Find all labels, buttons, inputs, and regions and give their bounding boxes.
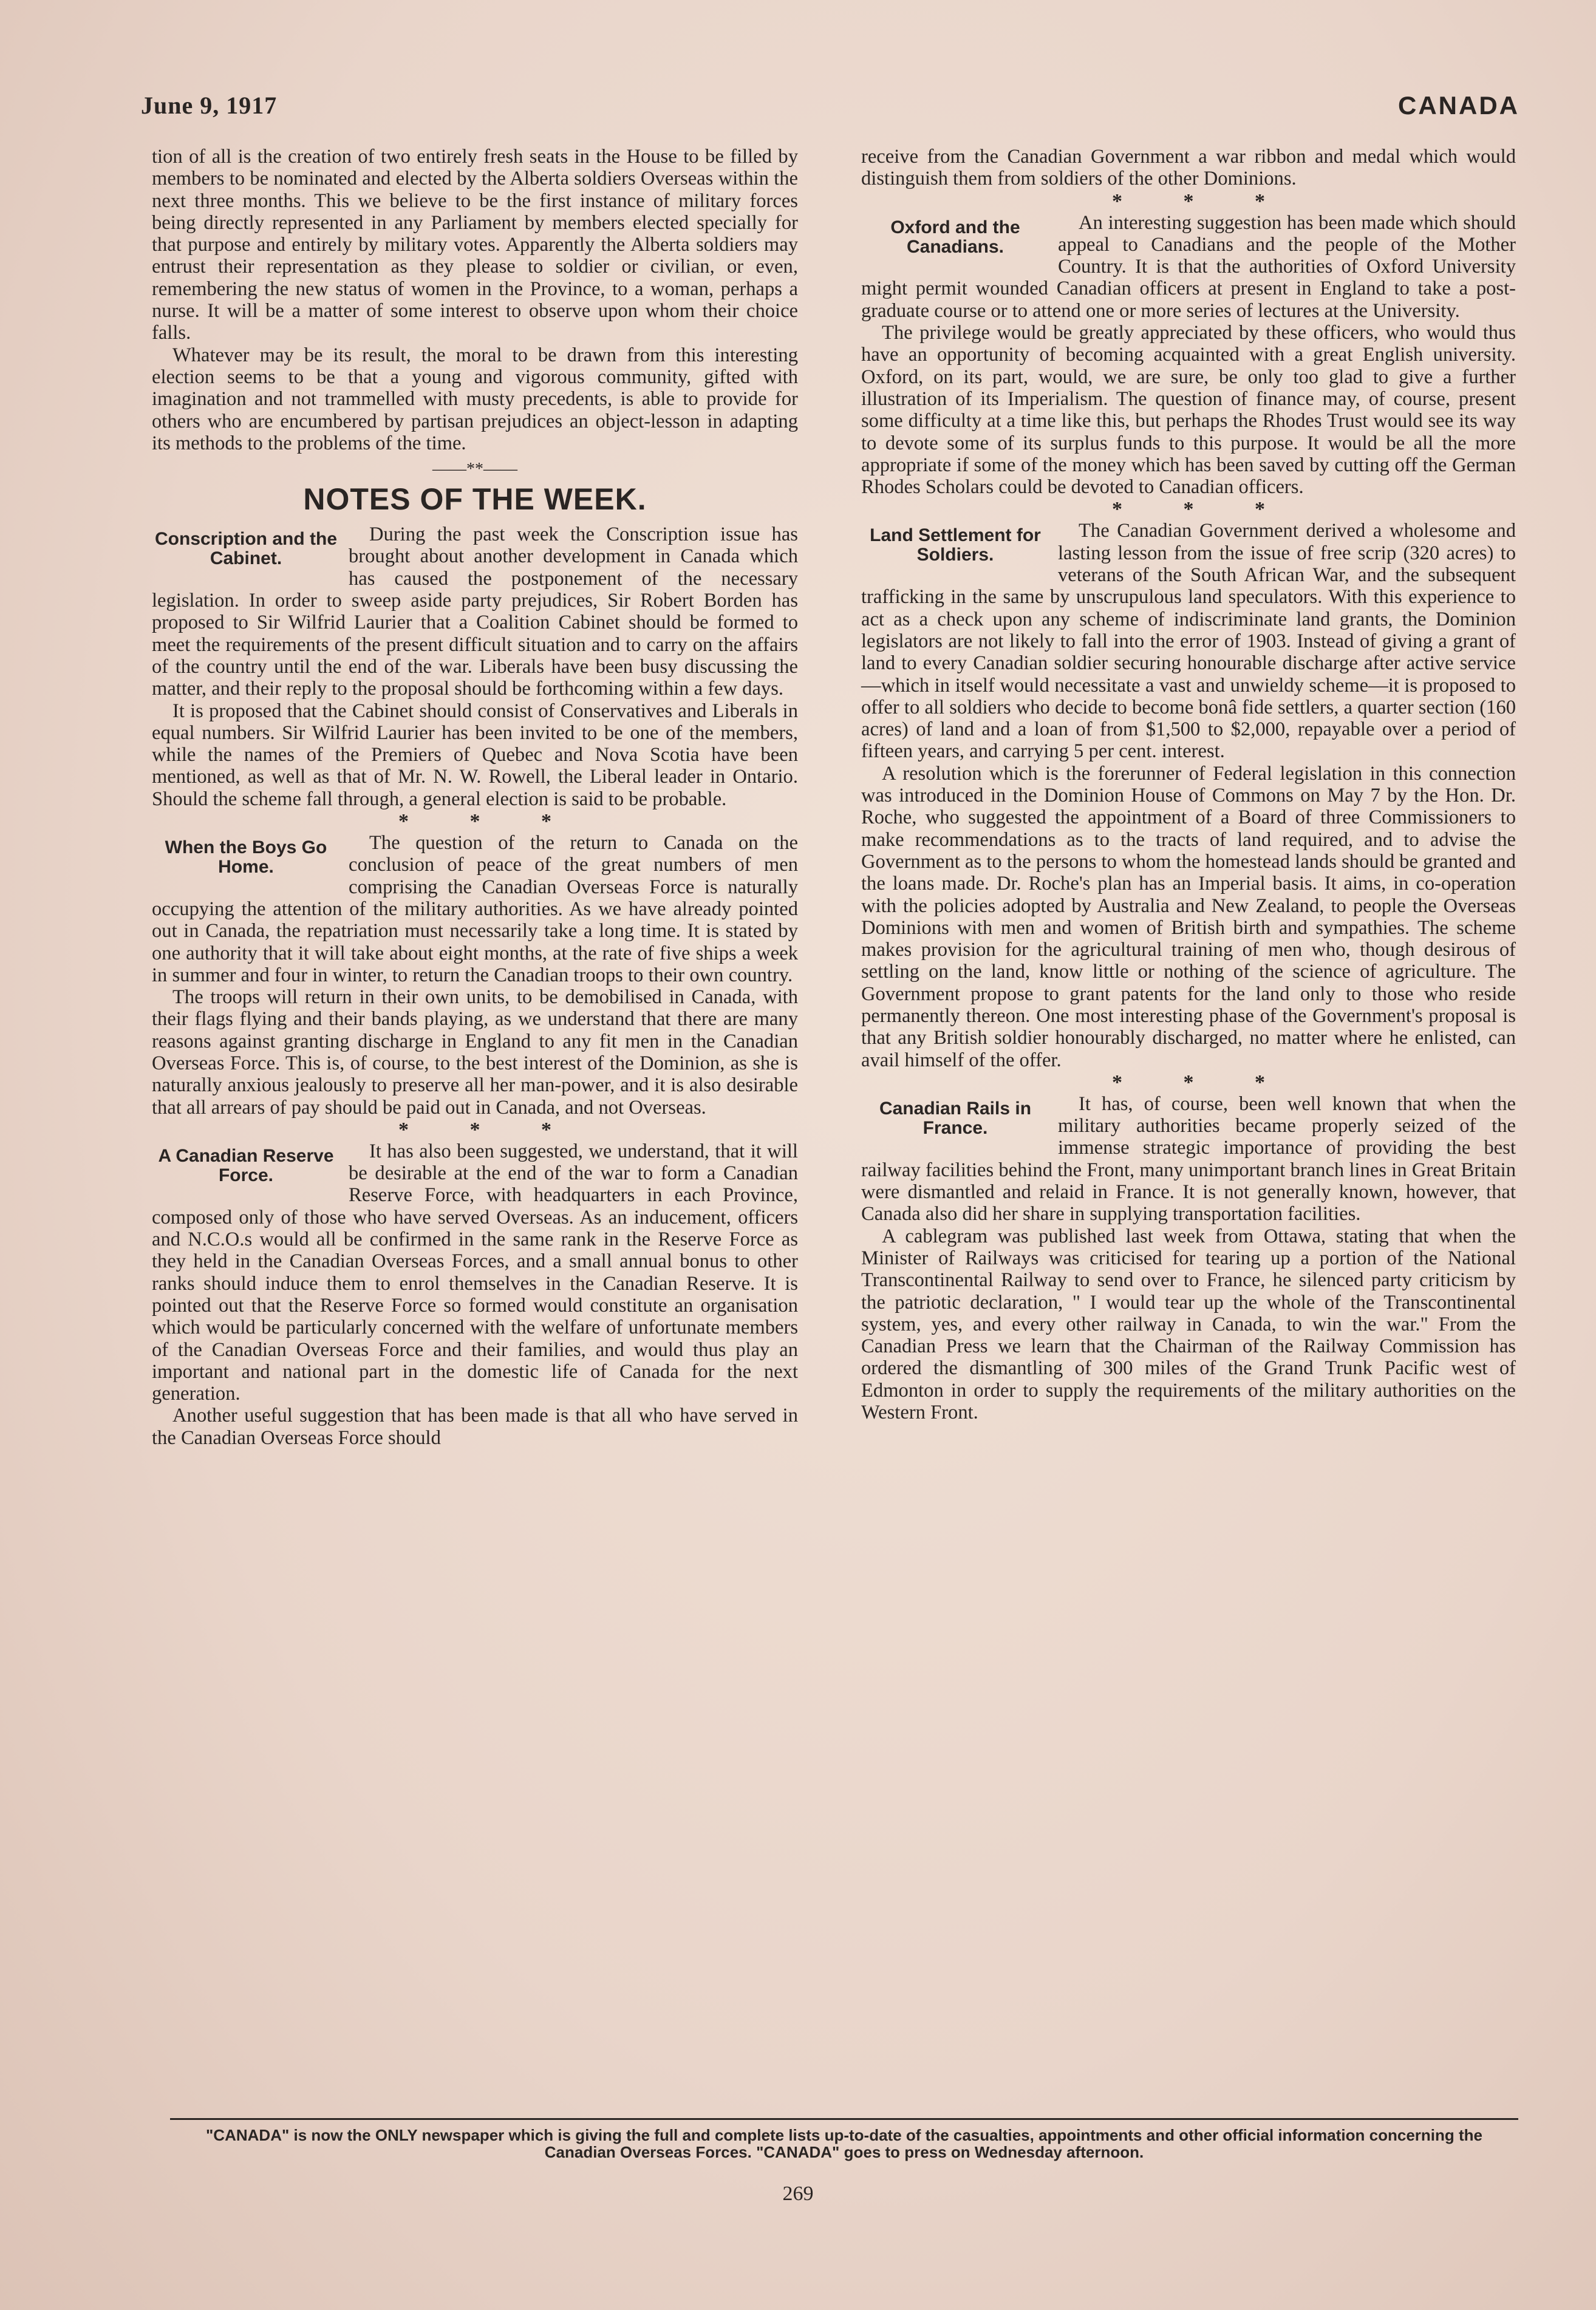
paragraph: A cablegram was published last week from Ottawa, stating that when the Minister of Railways was criticised for tearing up a portion of the National Transcontinental Railway to send over to France, he silenced party criticism by the patriotic declaration, " I would tear up the whole of the Transcontinental system, yes, and every other railway in Canada, to win the war." From the Canadian Press we learn that the Chairman of the Railway Commission has ordered the dismantling of 300 miles of the Grand Trunk Pacific west of Edmonton in order to supply the requirements of the military authorities on the Western Front. — [861, 1225, 1516, 1424]
side-heading: Conscription and the Cabinet. — [155, 529, 337, 569]
section-title: NOTES OF THE WEEK. — [303, 482, 647, 517]
asterism: * * * — [398, 1118, 579, 1141]
paragraph: The question of the return to Canada on the conclusion of peace of the great numbers of men comprising the Canadian Overseas Force is naturally occupying the attention of the military authorities. As we have already pointed out in Canada, the repatriation must necessarily take a long time. It is stated by one authority that it will take about eight months, at the rate of five ships a week in summer and four in winter, to return the Canadian troops to their own country. — [152, 832, 798, 986]
asterism: * * * — [398, 810, 579, 833]
side-heading: Canadian Rails in France. — [879, 1098, 1032, 1138]
side-heading: Oxford and the Canadians. — [890, 217, 1020, 257]
paragraph: tion of all is the creation of two entirely fresh seats in the House to be filled by members to be nominated and elected by the Alberta soldiers Overseas within the next three months. This we believe to be the first instance of military forces being directly represented in any Parliament by members elected specially for that purpose and entirely by military votes. Apparently the Alberta soldiers may entrust their representation as they please to soldier or civilian, or even, remembering the new status of women in the Province, to a woman, perhaps a nurse. It will be a matter of some interest to observe upon whom their choice falls. — [152, 146, 798, 344]
side-heading: A Canadian Reserve Force. — [158, 1145, 334, 1185]
footer-rule — [170, 2118, 1518, 2120]
paragraph: It is proposed that the Cabinet should consist of Conservatives and Liberals in equal numbers. Sir Wilfrid Laurier has been invited to be one of the members, while the names of the Premiers of Quebec and Nova Scotia have been mentioned, as well as that of Mr. N. W. Rowell, the Liberal leader in Ontario. Should the scheme fall through, a general election is said to be probable. — [152, 700, 798, 810]
paragraph: The privilege would be greatly appreciated by these officers, who would thus have an opportunity of becoming acquainted with a great English university. Oxford, on its part, would, we are sure, be only too glad to give a further illustration of its Imperialism. The question of finance may, of course, present some difficulty at a time like this, but perhaps the Rhodes Trust would see its way to devote some of its surplus funds to this purpose. It would be all the more appropriate if some of the money which has been saved by cutting off the German Rhodes Scholars could be devoted to Canadian officers. — [861, 322, 1516, 499]
left-column — [152, 146, 798, 1449]
paragraph: The Canadian Government derived a wholesome and lasting lesson from the issue of free scrip (320 acres) to veterans of the South African War, and the subsequent trafficking in the same by unscrupulous land speculators. With this experience to act as a check upon any scheme of indiscriminate land grants, the Dominion legislators are not likely to fall into the error of 1903. Instead of giving a grant of land to every Canadian soldier securing honourable discharge after active service—which in itself would necessitate a vast and unwieldy scheme—it is proposed to offer to all soldiers who decide to become bonâ fide settlers, a quarter section (160 acres) of land and a loan of from $1,500 to $2,000, repayable over a period of fifteen years, and carrying 5 per cent. interest. — [861, 520, 1516, 763]
side-heading: Land Settlement for Soldiers. — [870, 525, 1041, 565]
page-number: 269 — [782, 2182, 814, 2205]
side-heading: When the Boys Go Home. — [165, 837, 327, 877]
paragraph: receive from the Canadian Government a war ribbon and medal which would distinguish them from soldiers of the other Dominions. — [861, 146, 1516, 190]
asterism: * * * — [1112, 189, 1293, 213]
paragraph: The troops will return in their own units, to be demobilised in Canada, with their flags flying and their bands playing, as we understand that there are many reasons against granting discharge in England to any fit men in the Canadian Overseas Force. This is, of course, to the best interest of the Dominion, as she is naturally anxious jealously to preserve all her man-power, and it is also desirable that all arrears of pay should be paid out in Canada, and not Overseas. — [152, 986, 798, 1119]
publication-title: CANADA — [1398, 91, 1519, 120]
asterism: * * * — [1112, 1071, 1293, 1094]
paragraph: It has also been suggested, we understand, that it will be desirable at the end of the war to form a Canadian Reserve Force, with headquarters in each Province, composed only of those who have served Overseas. As an inducement, officers and N.C.O.s would all be confirmed in the same rank in the Reserve Force as they held in the Canadian Overseas Forces, and a small annual bonus to other ranks should induce them to enrol themselves in the Canadian Reserve. It is pointed out that the Reserve Force so formed would constitute an organisation which would be particularly concerned with the welfare of unfortunate members of the Canadian Overseas Force and their families, and would thus play an important and national part in the domestic life of Canada for the next generation. — [152, 1140, 798, 1405]
footer-notice: "CANADA" is now the ONLY newspaper which is giving the full and complete lists up-to-date of the casualties, appointments and other official information concerning the Canadian Overseas Forces. "CANADA" goes to press on Wednesday afternoon. — [205, 2126, 1482, 2161]
paragraph: During the past week the Conscription issue has brought about another development in Canada which has caused the postponement of the necessary legislation. In order to sweep aside party prejudices, Sir Robert Borden has proposed to Sir Wilfrid Laurier that a Coalition Cabinet should be formed to meet the requirements of the present difficult situation and to carry on the affairs of the country until the end of the war. Liberals have been busy discussing the matter, and their reply to the proposal should be forthcoming within a few days. — [152, 523, 798, 700]
paragraph: Another useful suggestion that has been made is that all who have served in the Canadian Overseas Force should — [152, 1405, 798, 1449]
paragraph: It has, of course, been well known that when the military authorities became properly seized of the immense strategic importance of providing the best railway facilities behind the Front, many unimportant branch lines in Great Britain were dismantled and relaid in France. It is not generally known, however, that Canada also did her share in supplying transportation facilities. — [861, 1092, 1516, 1225]
paragraph: Whatever may be its result, the moral to be drawn from this interesting election seems to be that a young and vigorous community, gifted with imagination and not trammelled with musty precedents, is able to provide for others who are encumbered by partisan prejudices an object-lesson in adapting its methods to the problems of the time. — [152, 344, 798, 454]
asterism: * * * — [1112, 498, 1293, 521]
paragraph: An interesting suggestion has been made which should appeal to Canadians and the people of the Mother Country. It is that the authorities of Oxford University might permit wounded Canadian officers at present in England to take a post-graduate course or to attend one or more series of lectures at the University. — [861, 211, 1516, 322]
issue-date: June 9, 1917 — [141, 92, 278, 119]
right-column — [861, 146, 1516, 1423]
paragraph: A resolution which is the forerunner of Federal legislation in this connection was introduced in the Dominion House of Commons on May 7 by the Hon. Dr. Roche, who suggested the appointment of a Board of three Commissioners to make recommendations as to the tracts of land required, and to advise the Government as to the persons to whom the homestead lands should be granted and the loans made. Dr. Roche's plan has an Imperial basis. It aims, in co-operation with the policies adopted by Australia and New Zealand, to people the Overseas Dominions with men and women of British birth and sympathies. The scheme makes provision for the agricultural training of men who, though desirous of settling on the land, know little or nothing of the science of agriculture. The Government propose to grant patents for the land only to those who reside permanently thereon. One most interesting phase of the Government's proposal is that any British soldier honourably discharged, no matter where he enlisted, can avail himself of the offer. — [861, 762, 1516, 1071]
section-divider: ——**—— — [432, 460, 517, 479]
